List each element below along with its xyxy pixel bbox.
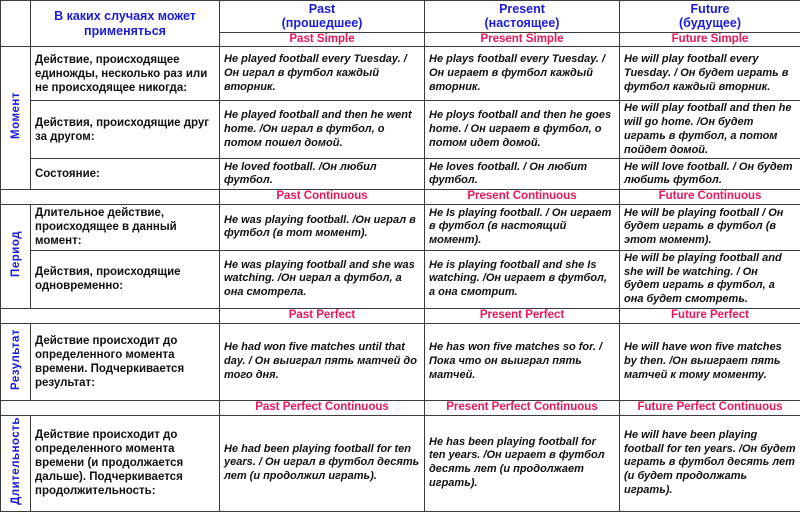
column-header-future-ru: (будущее) xyxy=(624,16,796,30)
column-header-present-ru: (настоящее) xyxy=(429,16,615,30)
tense-header-present-simple: Present Simple xyxy=(425,32,620,47)
example-cell-future: He will love football. / Он будет любить футбол. xyxy=(620,159,800,190)
example-cell-future: He will have been playing football for ten years. /Он будет играть в футбол десять лет (и будет продолжать играть). xyxy=(620,415,800,511)
example-cell-future: He will have won five matches by then. /Он выиграет пять матчей к тому моменту. xyxy=(620,323,800,400)
subheader-spacer xyxy=(1,190,220,205)
example-cell-past: He had been playing football for ten years. / Он играл в футбол десять лет (и продолжил играть). xyxy=(220,415,425,511)
usage-cell: Длительное действие, происходящее в данный момент: xyxy=(31,204,220,250)
column-header-future xyxy=(620,1,800,33)
example-cell-past: He loved football. /Он любил футбол. xyxy=(220,159,425,190)
tense-header-past-simple: Past Simple xyxy=(220,32,425,47)
usage-cell: Действия, происходящие друг за другом: xyxy=(31,101,220,159)
column-header-present-en: Present xyxy=(429,2,615,16)
example-cell-past: He played football every Tuesday. /Он играл в футбол каждый вторник. xyxy=(220,47,425,101)
example-cell-past: He had won five matches until that day. / Он выиграл пять матчей до того дня. xyxy=(220,323,425,400)
tense-header-present-perfect: Present Perfect xyxy=(425,308,620,323)
column-header-present xyxy=(425,1,620,33)
tense-header-future-simple: Future Simple xyxy=(620,32,800,47)
example-cell-present: He plays football every Tuesday. /Он играет в футбол каждый вторник. xyxy=(425,47,620,101)
tense-header-future-continuous: Future Continuous xyxy=(620,190,800,205)
tense-header-past-continuous: Past Continuous xyxy=(220,190,425,205)
section-label-moment xyxy=(1,47,31,190)
tense-header-future-perfect: Future Perfect xyxy=(620,308,800,323)
usage-cell: Действие происходит до определенного момента времени. Подчеркивается результат: xyxy=(31,323,220,400)
column-header-past-en: Past xyxy=(224,2,420,16)
section-label-duration xyxy=(1,415,31,511)
tense-header-present-perfect-continuous: Present Perfect Continuous xyxy=(425,400,620,415)
tense-header-future-perfect-continuous: Future Perfect Continuous xyxy=(620,400,800,415)
example-cell-future: He will be playing football and she will be watching. / Он будет играть в футбол, а она будет смотреть. xyxy=(620,250,800,308)
example-cell-present: He Is playing football. / Он играет в футбол (в настоящий момент). xyxy=(425,204,620,250)
subheader-spacer xyxy=(1,308,220,323)
section-label-moment-text: Момент xyxy=(10,92,22,139)
example-cell-future: He will be playing football / Он будет играть в футбол (в этот момент). xyxy=(620,204,800,250)
usage-cell: Состояние: xyxy=(31,159,220,190)
example-cell-past: He played football and then he went home. /Он играл в футбол, о потом пошел домой. xyxy=(220,101,425,159)
column-header-past-ru: (прошедшее) xyxy=(224,16,420,30)
usage-cell: Действие, происходящее единожды, несколько раз или не происходящее никогда: xyxy=(31,47,220,101)
section-label-period xyxy=(1,204,31,308)
section-label-duration-text: Длительность xyxy=(10,417,22,505)
subheader-spacer xyxy=(1,400,220,415)
usage-cell: Действия, происходящие одновременно: xyxy=(31,250,220,308)
tense-header-past-perfect: Past Perfect xyxy=(220,308,425,323)
section-label-result-text: Результат xyxy=(10,329,22,390)
example-cell-present: He has been playing football for ten years. /Он играет в футбол десять лет (и продолжает играть). xyxy=(425,415,620,511)
example-cell-past: He was playing football and she was watching. /Он играл а футбол, а она смотрела. xyxy=(220,250,425,308)
tense-header-present-continuous: Present Continuous xyxy=(425,190,620,205)
column-header-future-en: Future xyxy=(624,2,796,16)
section-label-period-text: Период xyxy=(10,231,22,277)
corner-cell xyxy=(1,1,31,47)
example-cell-present: He loves football. / Он любит футбол. xyxy=(425,159,620,190)
usage-cell: Действие происходит до определенного момента времени (и продолжается дальше). Подчеркивается продолжительность: xyxy=(31,415,220,511)
example-cell-present: He ploys football and then he goes home. / Он играет в футбол, о потом идет домой. xyxy=(425,101,620,159)
tense-header-past-perfect-continuous: Past Perfect Continuous xyxy=(220,400,425,415)
example-cell-past: He was playing football. /Он играл в футбол (в тот момент). xyxy=(220,204,425,250)
usage-column-header xyxy=(31,1,220,47)
section-label-result xyxy=(1,323,31,400)
example-cell-present: He is playing football and she Is watching. /Он играет в футбол, а она смотрит. xyxy=(425,250,620,308)
column-header-past xyxy=(220,1,425,33)
example-cell-future: He will play football every Tuesday. / Он будет играть в футбол каждый вторник. xyxy=(620,47,800,101)
usage-column-header-label: В каких случаях может применяться xyxy=(54,9,196,38)
example-cell-present: He has won five matches so for. / Пока что он выиграл пять матчей. xyxy=(425,323,620,400)
example-cell-future: He will play football and then he will go home. /Он будет играть в футбол, а потом пойдет домой. xyxy=(620,101,800,159)
